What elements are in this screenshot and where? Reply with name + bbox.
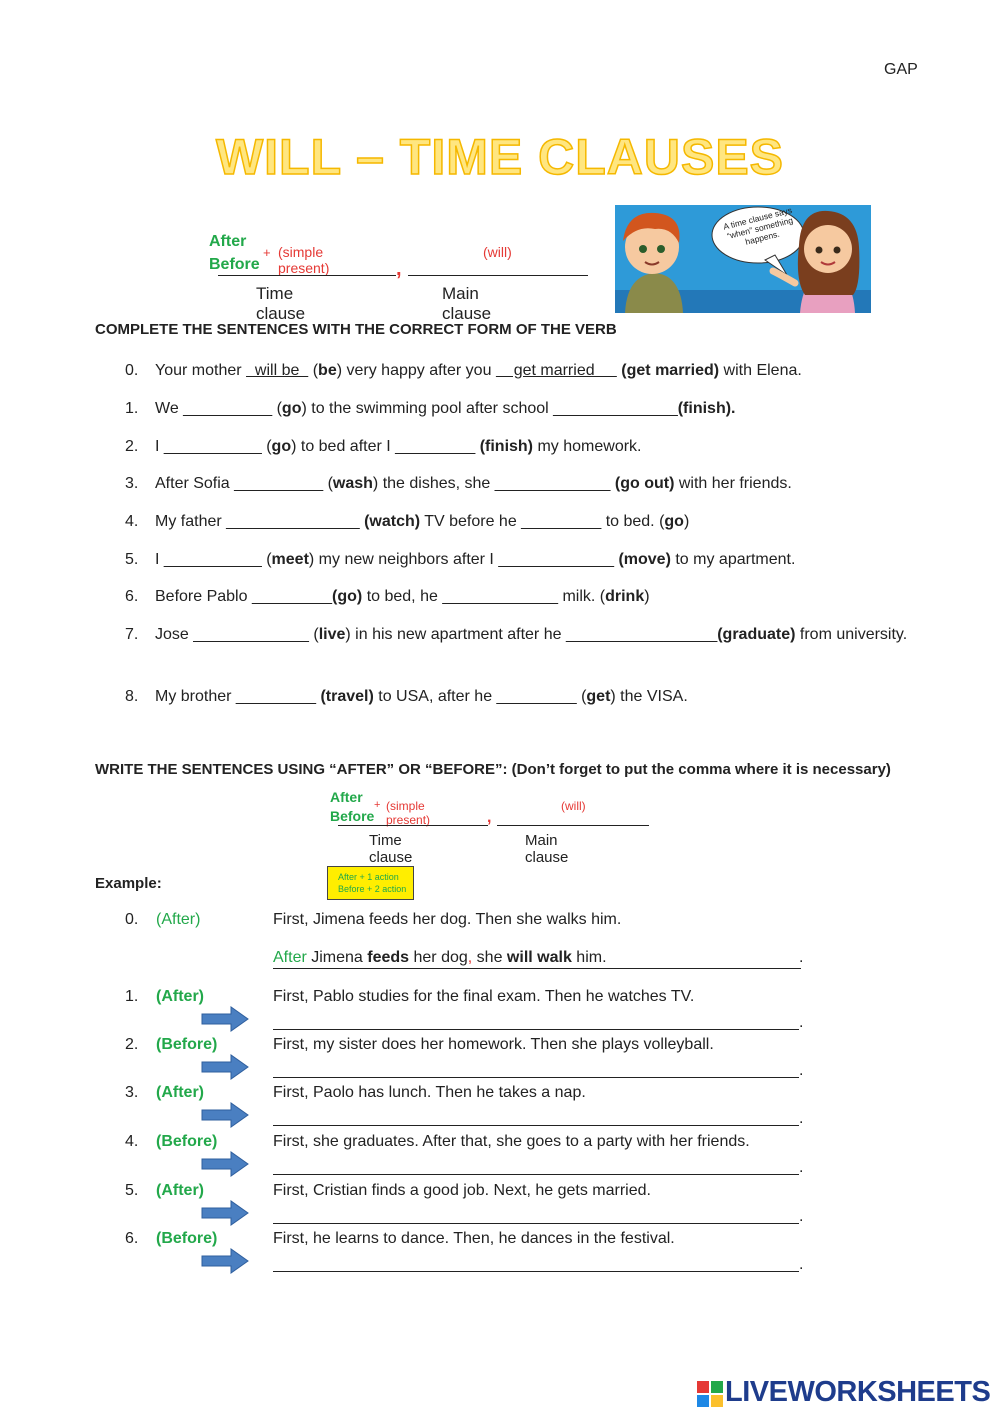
note-line-after: After + 1 action bbox=[338, 872, 399, 882]
answer-line-period: . bbox=[799, 1062, 804, 1079]
kids-illustration bbox=[615, 205, 871, 313]
arrow-right-icon bbox=[201, 1054, 249, 1080]
exercise-sentence[interactable]: I ___________ (meet) my new neighbors after I _____________ (move) to my apartment. bbox=[155, 551, 796, 568]
item-sentence: First, Pablo studies for the final exam. Then he watches TV. bbox=[273, 988, 695, 1005]
exercise-sentence[interactable]: I ___________ (go) to bed after I _________ (finish) my homework. bbox=[155, 438, 642, 455]
example-number: 0. bbox=[125, 911, 139, 928]
formula-before: Before bbox=[209, 256, 260, 273]
exercise-number: 8. bbox=[125, 688, 139, 705]
example-keyword: (After) bbox=[156, 911, 201, 928]
exercise-number: 6. bbox=[125, 588, 139, 605]
answer-line-period: . bbox=[799, 1208, 804, 1225]
example-answer-comma: , bbox=[467, 949, 473, 966]
example-sentence: First, Jimena feeds her dog. Then she walks him. bbox=[273, 911, 622, 928]
example-answer-part3: she bbox=[472, 949, 507, 966]
formula-small-after: After bbox=[330, 789, 363, 805]
item-number: 1. bbox=[125, 988, 139, 1005]
exercise-number: 7. bbox=[125, 626, 139, 643]
answer-line-period: . bbox=[799, 1256, 804, 1273]
exercise-sentence[interactable]: We __________ (go) to the swimming pool after school ______________(finish). bbox=[155, 400, 736, 417]
example-answer-end: . bbox=[799, 949, 804, 966]
exercise-number: 4. bbox=[125, 513, 139, 530]
main-clause-label-small: Main clause bbox=[525, 832, 569, 866]
after-before-note bbox=[327, 866, 414, 900]
example-answer-part4: him. bbox=[571, 949, 607, 966]
item-keyword: (Before) bbox=[156, 1230, 218, 1247]
answer-line[interactable] bbox=[273, 1125, 799, 1126]
formula-after: After bbox=[209, 233, 247, 250]
example-answer-after: After bbox=[273, 949, 307, 966]
exercise-number: 3. bbox=[125, 475, 139, 492]
exercise-sentence[interactable]: Your mother will be (be) very happy after you get married (get married) with Elena. bbox=[155, 362, 802, 379]
arrow-right-icon bbox=[201, 1006, 249, 1032]
formula-small-simple-present: (simple present) bbox=[386, 799, 431, 827]
author-tag: GAP bbox=[884, 61, 918, 78]
answer-line[interactable] bbox=[273, 1271, 799, 1272]
formula-simple-present: (simple present) bbox=[278, 244, 330, 276]
liveworksheets-logo bbox=[697, 1376, 997, 1412]
formula-will: (will) bbox=[483, 244, 512, 260]
answer-line-period: . bbox=[799, 1159, 804, 1176]
formula-small-will: (will) bbox=[561, 799, 586, 813]
main-clause-line-small bbox=[497, 814, 649, 826]
item-keyword: (Before) bbox=[156, 1036, 218, 1053]
item-sentence: First, my sister does her homework. Then she plays volleyball. bbox=[273, 1036, 714, 1053]
time-clause-label-small: Time clause bbox=[369, 832, 413, 866]
formula-small-plus: + bbox=[374, 799, 381, 811]
exercise-sentence[interactable]: My father _______________ (watch) TV before he _________ to bed. (go) bbox=[155, 513, 690, 530]
answer-line[interactable] bbox=[273, 1029, 799, 1030]
example-answer-feeds: feeds bbox=[367, 949, 410, 966]
example-answer bbox=[273, 949, 804, 969]
speech-bubble-text: A time clause says “when” something happens. bbox=[722, 204, 794, 247]
arrow-right-icon bbox=[201, 1102, 249, 1128]
item-number: 2. bbox=[125, 1036, 139, 1053]
page-title: WILL – TIME CLAUSES bbox=[215, 129, 785, 185]
exercise-sentence[interactable]: Before Pablo _________(go) to bed, he _____________ milk. (drink) bbox=[155, 588, 650, 605]
time-clause-line bbox=[218, 262, 396, 276]
formula-plus: + bbox=[263, 245, 271, 260]
answer-line-period: . bbox=[799, 1110, 804, 1127]
exercise-sentence[interactable]: Jose _____________ (live) in his new apartment after he _________________(graduate) from university. bbox=[155, 626, 908, 643]
item-keyword: (After) bbox=[156, 988, 204, 1005]
formula-small-comma: , bbox=[487, 809, 492, 826]
exercise-number: 1. bbox=[125, 400, 139, 417]
item-number: 5. bbox=[125, 1182, 139, 1199]
item-sentence: First, Cristian finds a good job. Next, he gets married. bbox=[273, 1182, 651, 1199]
time-clause-label: Time clause bbox=[256, 284, 306, 323]
section2-heading: WRITE THE SENTENCES USING “AFTER” OR “BEFORE”: (Don’t forget to put the comma where it is necessary) bbox=[95, 761, 891, 778]
item-sentence: First, he learns to dance. Then, he dances in the festival. bbox=[273, 1230, 675, 1247]
example-label: Example: bbox=[95, 875, 162, 892]
answer-line[interactable] bbox=[273, 1223, 799, 1224]
answer-line[interactable] bbox=[273, 1174, 799, 1175]
answer-line-period: . bbox=[799, 1014, 804, 1031]
example-answer-part2: her dog bbox=[409, 949, 468, 966]
example-answer-part1: Jimena bbox=[306, 949, 368, 966]
item-keyword: (After) bbox=[156, 1084, 204, 1101]
arrow-right-icon bbox=[201, 1200, 249, 1226]
exercise-number: 5. bbox=[125, 551, 139, 568]
item-sentence: First, Paolo has lunch. Then he takes a nap. bbox=[273, 1084, 586, 1101]
formula-comma: , bbox=[396, 258, 402, 280]
item-keyword: (Before) bbox=[156, 1133, 218, 1150]
exercise-sentence[interactable]: My brother _________ (travel) to USA, after he _________ (get) the VISA. bbox=[155, 688, 688, 705]
arrow-right-icon bbox=[201, 1248, 249, 1274]
main-clause-line bbox=[408, 262, 588, 276]
exercise-number: 0. bbox=[125, 362, 139, 379]
time-clause-line-small bbox=[338, 814, 488, 826]
example-answer-will-walk: will walk bbox=[506, 949, 572, 966]
item-keyword: (After) bbox=[156, 1182, 204, 1199]
item-sentence: First, she graduates. After that, she goes to a party with her friends. bbox=[273, 1133, 750, 1150]
main-clause-label: Main clause bbox=[442, 284, 492, 323]
item-number: 3. bbox=[125, 1084, 139, 1101]
formula-small-before: Before bbox=[330, 808, 375, 824]
section1-heading: COMPLETE THE SENTENCES WITH THE CORRECT FORM OF THE VERB bbox=[95, 321, 617, 338]
note-line-before: Before + 2 action bbox=[338, 884, 407, 894]
logo-mark-icon bbox=[697, 1381, 723, 1407]
logo-text: LIVEWORKSHEETS bbox=[725, 1376, 991, 1408]
arrow-right-icon bbox=[201, 1151, 249, 1177]
item-number: 4. bbox=[125, 1133, 139, 1150]
exercise-number: 2. bbox=[125, 438, 139, 455]
item-number: 6. bbox=[125, 1230, 139, 1247]
exercise-sentence[interactable]: After Sofia __________ (wash) the dishes, she _____________ (go out) with her friends. bbox=[155, 475, 792, 492]
answer-line[interactable] bbox=[273, 1077, 799, 1078]
